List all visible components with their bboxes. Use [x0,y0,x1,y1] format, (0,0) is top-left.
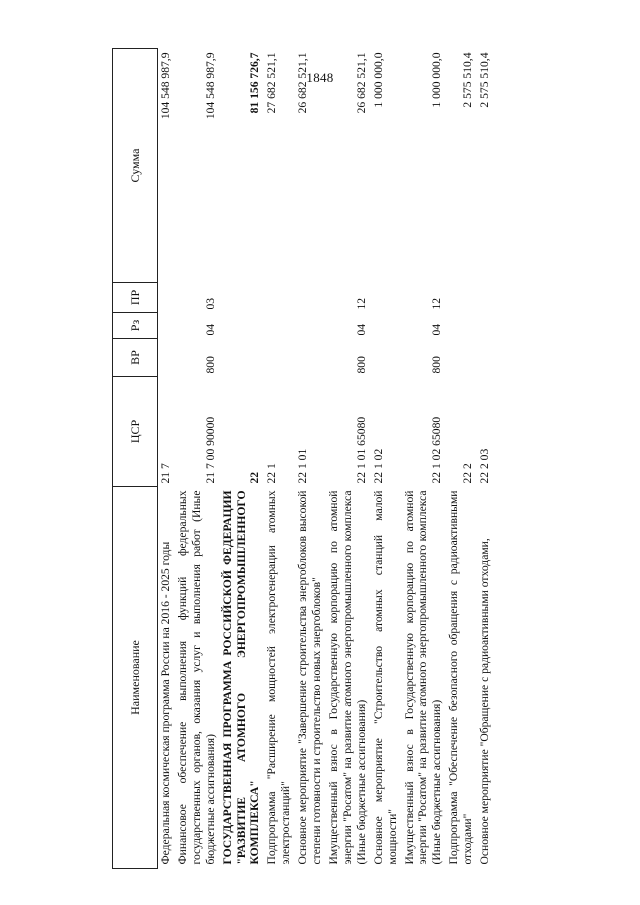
row-rz [158,313,175,339]
table-row [402,49,447,869]
row-sum: 26 682 521,1 [354,52,368,114]
page-number: 1848 [306,70,334,85]
row-vr [295,339,326,377]
row-csr: 22 1 [265,463,279,484]
row-name: Основное мероприятие "Обращение с радиоактивными отходами, [478,538,492,865]
row-vr: 800 [203,356,217,374]
row-sum: 81 156 726,7 [248,52,262,114]
row-sum: 104 548 987,9 [159,52,172,120]
row-rz: 04 [430,323,444,336]
row-sum: 1 000 000,0 [371,52,385,108]
row-rz [446,313,477,339]
row-rz [371,313,402,339]
row-rz [295,313,326,339]
header-name: Наименование [113,487,158,869]
table-row [295,49,326,869]
row-rz [220,313,265,339]
row-rz [477,313,494,339]
row-name: Федеральная космическая программа России на 2016 - 2025 годы [159,541,172,865]
row-csr: 22 [248,471,262,484]
row-vr [446,339,477,377]
header-vr: ВР [113,339,158,377]
row-pr [295,283,326,313]
table-row [371,49,402,869]
table-row [175,49,220,869]
table-body [158,49,494,869]
row-csr: 22 1 01 [296,448,310,484]
row-pr [158,283,175,313]
row-vr [158,339,175,377]
row-name: Основное мероприятие "Завершение строительства энергоблоков высокой степени готовности и строительство новых энергоблоков" [296,490,324,865]
row-rz: 04 [354,323,368,336]
table-row [446,49,477,869]
row-sum: 2 575 510,4 [478,52,492,108]
table-header-row [113,49,158,869]
row-pr [446,283,477,313]
row-name: Имущественный взнос в Государственную корпорацию по атомной энергии "Росатом" на развитие атомного энергопромышленного комплекса (Иные бюджетные ассигнования) [402,490,444,865]
row-pr: 12 [430,297,444,310]
row-pr: 12 [354,297,368,310]
row-name: Имущественный взнос в Государственную корпорацию по атомной энергии "Росатом" на развитие атомного энергопромышленного комплекса (Иные бюджетные ассигнования) [326,490,368,865]
row-name: ГОСУДАРСТВЕННАЯ ПРОГРАММА РОССИЙСКОЙ ФЕДЕРАЦИИ "РАЗВИТИЕ АТОМНОГО ЭНЕРГОПРОМЫШЛЕННОГО КОМПЛЕКСА" [220,490,262,865]
header-sum: Сумма [113,49,158,283]
header-pr: ПР [113,283,158,313]
row-csr: 21 7 [159,463,172,484]
row-csr: 22 1 02 [371,448,385,484]
row-csr: 21 7 00 90000 [203,416,217,484]
row-vr [477,339,494,377]
row-name: Основное мероприятие "Строительство атомных станций малой мощности" [371,490,399,865]
budget-table [112,48,494,869]
row-pr: 03 [203,297,217,310]
row-name: Финансовое обеспечение выполнения функций федеральных государственных органов, оказания услуг и выполнения работ (Иные бюджетные ассигнования) [175,490,217,865]
row-vr: 800 [430,356,444,374]
row-vr: 800 [354,356,368,374]
row-csr: 22 2 03 [478,448,492,484]
header-csr: ЦСР [113,377,158,487]
row-pr [264,283,295,313]
row-vr [220,339,265,377]
table-row [220,49,265,869]
table-row [264,49,295,869]
row-pr [477,283,494,313]
row-csr: 22 2 [461,463,475,484]
row-sum: 26 682 521,1 [296,52,310,114]
row-rz: 04 [203,323,217,336]
table-row [326,49,371,869]
row-pr [371,283,402,313]
row-name: Подпрограмма "Расширение мощностей электрогенерации атомных электростанций" [265,490,293,865]
row-csr: 22 1 01 65080 [354,416,368,484]
row-csr: 22 1 02 65080 [430,416,444,484]
row-vr [264,339,295,377]
table-row [158,49,175,869]
table-row [477,49,494,869]
row-sum: 27 682 521,1 [265,52,279,114]
row-name: Подпрограмма "Обеспечение безопасного обращения с радиоактивными отходами" [447,490,475,865]
row-sum: 2 575 510,4 [461,52,475,108]
row-sum: 1 000 000,0 [430,52,444,108]
header-rz: Рз [113,313,158,339]
row-vr [371,339,402,377]
rotated-table-container [112,49,632,869]
row-rz [264,313,295,339]
row-sum: 104 548 987,9 [203,52,217,120]
row-pr [220,283,265,313]
